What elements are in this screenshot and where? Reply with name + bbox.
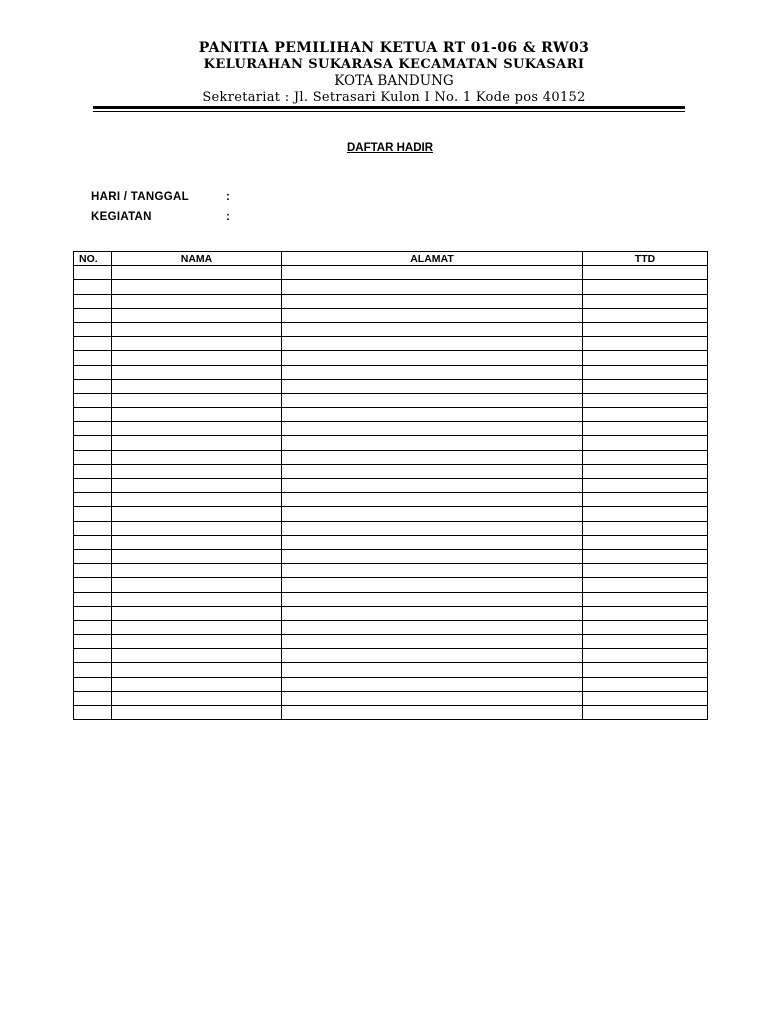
cell-address (282, 422, 583, 436)
cell-name (112, 436, 282, 450)
cell-address (282, 706, 583, 720)
cell-no (74, 635, 112, 649)
cell-name (112, 393, 282, 407)
attendance-table-body (74, 266, 708, 720)
cell-name (112, 450, 282, 464)
cell-no (74, 549, 112, 563)
cell-name (112, 535, 282, 549)
table-row (74, 393, 708, 407)
cell-name (112, 479, 282, 493)
table-row (74, 280, 708, 294)
table-row (74, 365, 708, 379)
cell-no (74, 408, 112, 422)
cell-address (282, 379, 583, 393)
document-title: DAFTAR HADIR (346, 142, 434, 154)
table-row (74, 578, 708, 592)
cell-address (282, 436, 583, 450)
table-row (74, 308, 708, 322)
cell-no (74, 266, 112, 280)
cell-address (282, 351, 583, 365)
table-row (74, 592, 708, 606)
cell-name (112, 549, 282, 563)
table-row (74, 606, 708, 620)
cell-signature (583, 493, 708, 507)
date-separator: : (226, 191, 231, 203)
cell-address (282, 663, 583, 677)
cell-no (74, 450, 112, 464)
cell-name (112, 620, 282, 634)
column-header-signature: TTD (583, 252, 708, 266)
cell-no (74, 464, 112, 478)
table-row (74, 479, 708, 493)
cell-name (112, 266, 282, 280)
cell-address (282, 535, 583, 549)
column-header-name: NAMA (112, 252, 282, 266)
cell-signature (583, 294, 708, 308)
cell-no (74, 535, 112, 549)
table-row (74, 351, 708, 365)
table-header-row (74, 252, 708, 266)
cell-address (282, 393, 583, 407)
cell-signature (583, 564, 708, 578)
cell-name (112, 677, 282, 691)
cell-address (282, 493, 583, 507)
cell-no (74, 436, 112, 450)
cell-no (74, 280, 112, 294)
cell-no (74, 422, 112, 436)
cell-no (74, 691, 112, 705)
cell-signature (583, 535, 708, 549)
cell-signature (583, 464, 708, 478)
cell-address (282, 365, 583, 379)
cell-address (282, 691, 583, 705)
cell-no (74, 294, 112, 308)
cell-address (282, 620, 583, 634)
cell-no (74, 521, 112, 535)
activity-separator: : (226, 211, 231, 223)
cell-address (282, 464, 583, 478)
cell-name (112, 592, 282, 606)
cell-no (74, 649, 112, 663)
cell-address (282, 294, 583, 308)
cell-name (112, 294, 282, 308)
cell-no (74, 663, 112, 677)
cell-name (112, 308, 282, 322)
cell-address (282, 649, 583, 663)
table-row (74, 663, 708, 677)
table-row (74, 535, 708, 549)
cell-no (74, 479, 112, 493)
cell-signature (583, 507, 708, 521)
district-name: KELURAHAN SUKARASA KECAMATAN SUKASARI (203, 57, 585, 72)
cell-name (112, 635, 282, 649)
table-row (74, 322, 708, 336)
table-row (74, 436, 708, 450)
table-row (74, 635, 708, 649)
cell-signature (583, 706, 708, 720)
cell-name (112, 408, 282, 422)
cell-signature (583, 351, 708, 365)
cell-name (112, 649, 282, 663)
activity-field (91, 211, 231, 223)
letterhead-divider-thin (93, 111, 685, 112)
cell-name (112, 606, 282, 620)
cell-signature (583, 549, 708, 563)
cell-name (112, 706, 282, 720)
cell-address (282, 549, 583, 563)
table-row (74, 493, 708, 507)
cell-signature (583, 635, 708, 649)
cell-name (112, 578, 282, 592)
cell-signature (583, 663, 708, 677)
cell-name (112, 507, 282, 521)
cell-signature (583, 450, 708, 464)
letterhead (0, 40, 768, 106)
cell-no (74, 308, 112, 322)
cell-address (282, 592, 583, 606)
secretariat-address: Sekretariat : Jl. Setrasari Kulon I No. 1 Kode pos 40152 (202, 90, 586, 105)
cell-address (282, 308, 583, 322)
cell-no (74, 507, 112, 521)
date-label: HARI / TANGGAL (91, 191, 189, 203)
cell-no (74, 351, 112, 365)
cell-address (282, 337, 583, 351)
column-header-no: NO. (74, 252, 112, 266)
cell-name (112, 337, 282, 351)
cell-name (112, 663, 282, 677)
cell-address (282, 280, 583, 294)
cell-signature (583, 280, 708, 294)
table-row (74, 379, 708, 393)
table-row (74, 266, 708, 280)
cell-no (74, 493, 112, 507)
cell-no (74, 379, 112, 393)
cell-signature (583, 677, 708, 691)
cell-signature (583, 649, 708, 663)
cell-address (282, 450, 583, 464)
cell-no (74, 706, 112, 720)
cell-signature (583, 337, 708, 351)
cell-address (282, 521, 583, 535)
table-row (74, 507, 708, 521)
letterhead-divider-thick (93, 106, 685, 109)
cell-address (282, 479, 583, 493)
cell-no (74, 677, 112, 691)
cell-no (74, 578, 112, 592)
table-row (74, 706, 708, 720)
activity-label: KEGIATAN (91, 211, 152, 223)
cell-address (282, 322, 583, 336)
cell-signature (583, 691, 708, 705)
cell-name (112, 464, 282, 478)
cell-address (282, 507, 583, 521)
cell-no (74, 620, 112, 634)
cell-address (282, 677, 583, 691)
cell-no (74, 322, 112, 336)
table-row (74, 677, 708, 691)
cell-signature (583, 606, 708, 620)
cell-address (282, 578, 583, 592)
cell-name (112, 322, 282, 336)
cell-signature (583, 379, 708, 393)
table-row (74, 564, 708, 578)
cell-address (282, 564, 583, 578)
cell-address (282, 266, 583, 280)
cell-name (112, 379, 282, 393)
table-row (74, 294, 708, 308)
cell-name (112, 521, 282, 535)
cell-signature (583, 479, 708, 493)
cell-no (74, 393, 112, 407)
cell-signature (583, 436, 708, 450)
cell-name (112, 422, 282, 436)
cell-signature (583, 365, 708, 379)
cell-signature (583, 393, 708, 407)
city-name: KOTA BANDUNG (334, 73, 454, 89)
cell-no (74, 606, 112, 620)
table-row (74, 649, 708, 663)
cell-name (112, 351, 282, 365)
cell-address (282, 606, 583, 620)
cell-no (74, 337, 112, 351)
table-row (74, 691, 708, 705)
date-field (91, 191, 231, 203)
cell-no (74, 365, 112, 379)
cell-signature (583, 408, 708, 422)
table-row (74, 337, 708, 351)
cell-signature (583, 266, 708, 280)
cell-address (282, 635, 583, 649)
column-header-address: ALAMAT (282, 252, 583, 266)
cell-signature (583, 308, 708, 322)
cell-name (112, 493, 282, 507)
table-row (74, 408, 708, 422)
cell-address (282, 408, 583, 422)
cell-signature (583, 620, 708, 634)
cell-name (112, 564, 282, 578)
cell-signature (583, 521, 708, 535)
cell-signature (583, 578, 708, 592)
table-row (74, 620, 708, 634)
cell-no (74, 592, 112, 606)
cell-name (112, 280, 282, 294)
cell-signature (583, 592, 708, 606)
organization-name: PANITIA PEMILIHAN KETUA RT 01-06 & RW03 (198, 40, 590, 56)
cell-name (112, 365, 282, 379)
table-row (74, 450, 708, 464)
table-row (74, 521, 708, 535)
cell-no (74, 564, 112, 578)
cell-signature (583, 322, 708, 336)
table-row (74, 549, 708, 563)
cell-name (112, 691, 282, 705)
table-row (74, 422, 708, 436)
table-row (74, 464, 708, 478)
attendance-table (73, 251, 708, 720)
cell-signature (583, 422, 708, 436)
